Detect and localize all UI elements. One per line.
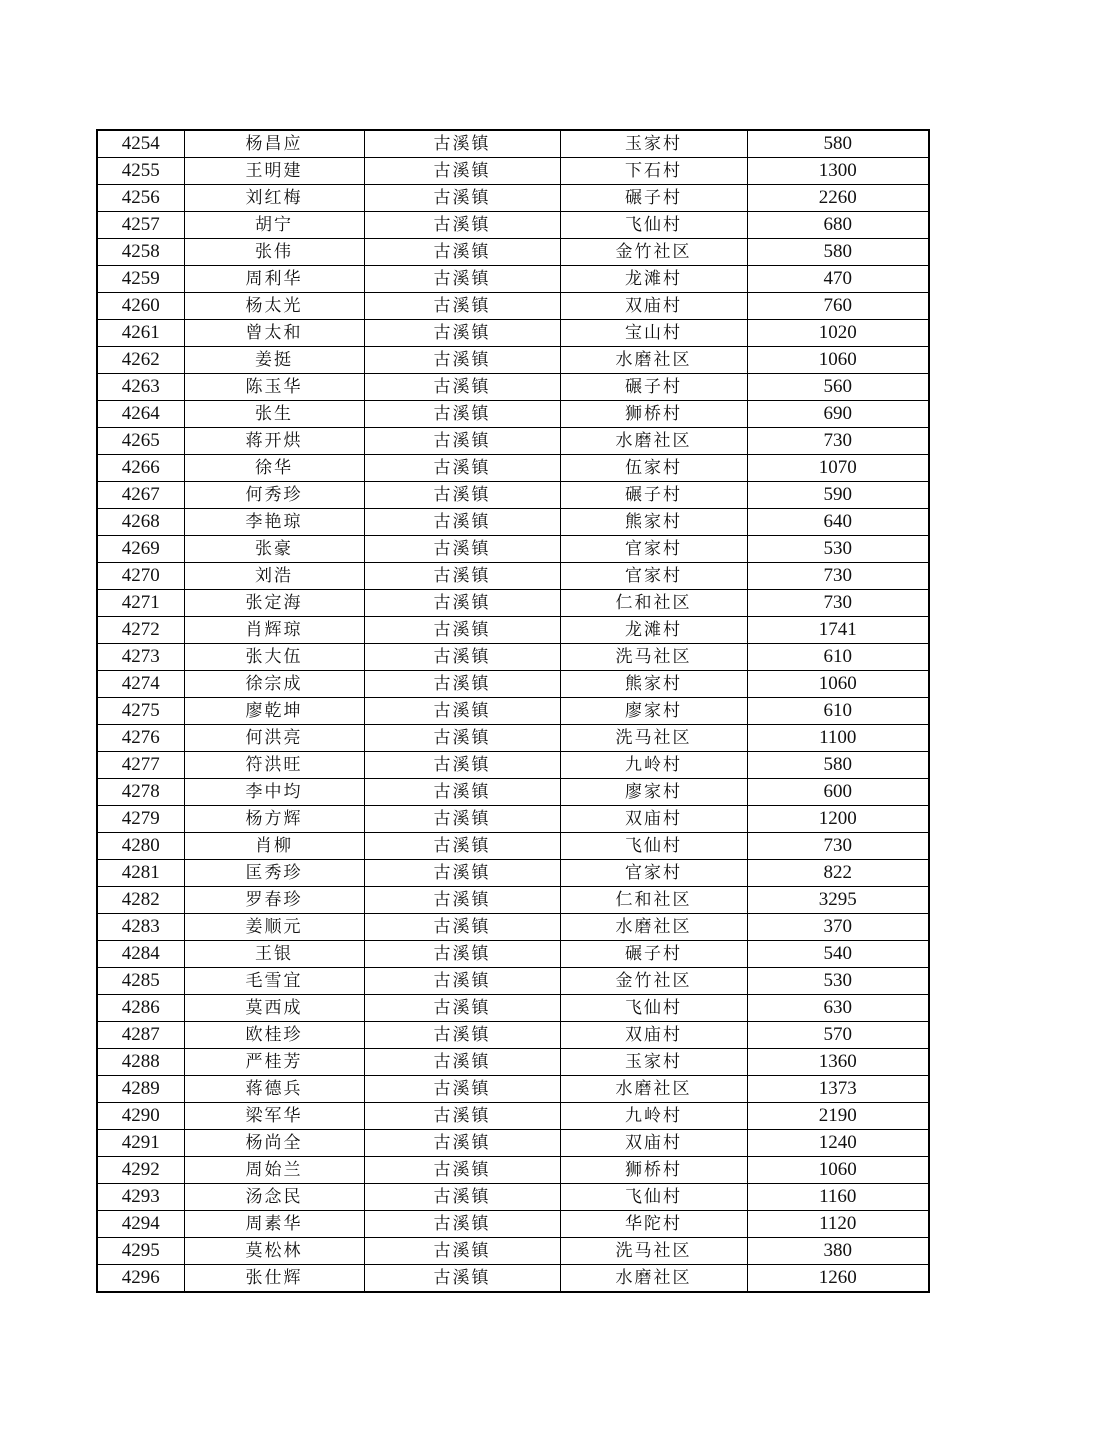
- village-cell: 廖家村: [560, 779, 747, 806]
- table-row: [97, 779, 929, 806]
- table-row: [97, 1184, 929, 1211]
- amount-cell: 580: [747, 752, 929, 779]
- amount-cell: 1120: [747, 1211, 929, 1238]
- amount-cell: 560: [747, 374, 929, 401]
- row-number-cell: 4254: [97, 130, 184, 158]
- row-number-cell: 4296: [97, 1265, 184, 1293]
- village-cell: 飞仙村: [560, 212, 747, 239]
- amount-cell: 760: [747, 293, 929, 320]
- village-cell: 洗马社区: [560, 644, 747, 671]
- row-number-cell: 4286: [97, 995, 184, 1022]
- person-name-cell: 王银: [184, 941, 364, 968]
- table-row: [97, 212, 929, 239]
- table-row: [97, 428, 929, 455]
- table-row: [97, 1076, 929, 1103]
- row-number-cell: 4287: [97, 1022, 184, 1049]
- amount-cell: 1070: [747, 455, 929, 482]
- row-number-cell: 4256: [97, 185, 184, 212]
- amount-cell: 2190: [747, 1103, 929, 1130]
- village-cell: 华陀村: [560, 1211, 747, 1238]
- table-row: [97, 455, 929, 482]
- person-name-cell: 张大伍: [184, 644, 364, 671]
- row-number-cell: 4271: [97, 590, 184, 617]
- village-cell: 飞仙村: [560, 1184, 747, 1211]
- person-name-cell: 周素华: [184, 1211, 364, 1238]
- row-number-cell: 4292: [97, 1157, 184, 1184]
- row-number-cell: 4281: [97, 860, 184, 887]
- town-cell: 古溪镇: [364, 482, 560, 509]
- table-row: [97, 1157, 929, 1184]
- amount-cell: 730: [747, 590, 929, 617]
- amount-cell: 1260: [747, 1265, 929, 1293]
- person-name-cell: 廖乾坤: [184, 698, 364, 725]
- town-cell: 古溪镇: [364, 1184, 560, 1211]
- amount-cell: 540: [747, 941, 929, 968]
- person-name-cell: 王明建: [184, 158, 364, 185]
- row-number-cell: 4293: [97, 1184, 184, 1211]
- row-number-cell: 4255: [97, 158, 184, 185]
- village-cell: 下石村: [560, 158, 747, 185]
- table-row: [97, 887, 929, 914]
- person-name-cell: 符洪旺: [184, 752, 364, 779]
- amount-cell: 370: [747, 914, 929, 941]
- person-name-cell: 杨尚全: [184, 1130, 364, 1157]
- village-cell: 碾子村: [560, 374, 747, 401]
- town-cell: 古溪镇: [364, 995, 560, 1022]
- table-row: [97, 347, 929, 374]
- table-body: [97, 130, 929, 1292]
- data-table: [96, 129, 930, 1293]
- village-cell: 水磨社区: [560, 914, 747, 941]
- row-number-cell: 4290: [97, 1103, 184, 1130]
- table-row: [97, 293, 929, 320]
- row-number-cell: 4283: [97, 914, 184, 941]
- table-row: [97, 698, 929, 725]
- town-cell: 古溪镇: [364, 617, 560, 644]
- table-row: [97, 401, 929, 428]
- town-cell: 古溪镇: [364, 725, 560, 752]
- person-name-cell: 罗春珍: [184, 887, 364, 914]
- row-number-cell: 4257: [97, 212, 184, 239]
- table-row: [97, 266, 929, 293]
- row-number-cell: 4264: [97, 401, 184, 428]
- village-cell: 双庙村: [560, 293, 747, 320]
- village-cell: 飞仙村: [560, 833, 747, 860]
- village-cell: 洗马社区: [560, 725, 747, 752]
- table-row: [97, 1238, 929, 1265]
- row-number-cell: 4260: [97, 293, 184, 320]
- person-name-cell: 刘浩: [184, 563, 364, 590]
- town-cell: 古溪镇: [364, 941, 560, 968]
- amount-cell: 610: [747, 698, 929, 725]
- table-row: [97, 130, 929, 158]
- row-number-cell: 4259: [97, 266, 184, 293]
- town-cell: 古溪镇: [364, 752, 560, 779]
- row-number-cell: 4279: [97, 806, 184, 833]
- town-cell: 古溪镇: [364, 1076, 560, 1103]
- amount-cell: 1060: [747, 347, 929, 374]
- village-cell: 金竹社区: [560, 239, 747, 266]
- town-cell: 古溪镇: [364, 239, 560, 266]
- person-name-cell: 莫西成: [184, 995, 364, 1022]
- row-number-cell: 4274: [97, 671, 184, 698]
- village-cell: 碾子村: [560, 185, 747, 212]
- row-number-cell: 4276: [97, 725, 184, 752]
- village-cell: 双庙村: [560, 1022, 747, 1049]
- town-cell: 古溪镇: [364, 887, 560, 914]
- village-cell: 飞仙村: [560, 995, 747, 1022]
- amount-cell: 1741: [747, 617, 929, 644]
- town-cell: 古溪镇: [364, 266, 560, 293]
- person-name-cell: 匡秀珍: [184, 860, 364, 887]
- table-row: [97, 941, 929, 968]
- amount-cell: 590: [747, 482, 929, 509]
- table-row: [97, 374, 929, 401]
- table-row: [97, 671, 929, 698]
- person-name-cell: 梁军华: [184, 1103, 364, 1130]
- person-name-cell: 何洪亮: [184, 725, 364, 752]
- row-number-cell: 4267: [97, 482, 184, 509]
- row-number-cell: 4261: [97, 320, 184, 347]
- town-cell: 古溪镇: [364, 833, 560, 860]
- row-number-cell: 4282: [97, 887, 184, 914]
- amount-cell: 580: [747, 239, 929, 266]
- table-row: [97, 833, 929, 860]
- person-name-cell: 肖柳: [184, 833, 364, 860]
- town-cell: 古溪镇: [364, 455, 560, 482]
- amount-cell: 680: [747, 212, 929, 239]
- row-number-cell: 4278: [97, 779, 184, 806]
- table-row: [97, 482, 929, 509]
- village-cell: 熊家村: [560, 509, 747, 536]
- amount-cell: 730: [747, 428, 929, 455]
- person-name-cell: 李艳琼: [184, 509, 364, 536]
- table-row: [97, 590, 929, 617]
- town-cell: 古溪镇: [364, 347, 560, 374]
- town-cell: 古溪镇: [364, 293, 560, 320]
- amount-cell: 1100: [747, 725, 929, 752]
- town-cell: 古溪镇: [364, 968, 560, 995]
- person-name-cell: 徐宗成: [184, 671, 364, 698]
- village-cell: 官家村: [560, 563, 747, 590]
- table-row: [97, 563, 929, 590]
- row-number-cell: 4263: [97, 374, 184, 401]
- amount-cell: 1200: [747, 806, 929, 833]
- row-number-cell: 4269: [97, 536, 184, 563]
- village-cell: 碾子村: [560, 482, 747, 509]
- table-row: [97, 617, 929, 644]
- table-row: [97, 239, 929, 266]
- town-cell: 古溪镇: [364, 428, 560, 455]
- row-number-cell: 4268: [97, 509, 184, 536]
- amount-cell: 1300: [747, 158, 929, 185]
- amount-cell: 530: [747, 536, 929, 563]
- town-cell: 古溪镇: [364, 1130, 560, 1157]
- town-cell: 古溪镇: [364, 185, 560, 212]
- town-cell: 古溪镇: [364, 1022, 560, 1049]
- town-cell: 古溪镇: [364, 1049, 560, 1076]
- amount-cell: 580: [747, 130, 929, 158]
- table-row: [97, 320, 929, 347]
- town-cell: 古溪镇: [364, 671, 560, 698]
- village-cell: 洗马社区: [560, 1238, 747, 1265]
- amount-cell: 530: [747, 968, 929, 995]
- row-number-cell: 4285: [97, 968, 184, 995]
- town-cell: 古溪镇: [364, 320, 560, 347]
- person-name-cell: 肖辉琼: [184, 617, 364, 644]
- town-cell: 古溪镇: [364, 509, 560, 536]
- row-number-cell: 4275: [97, 698, 184, 725]
- amount-cell: 380: [747, 1238, 929, 1265]
- person-name-cell: 蒋德兵: [184, 1076, 364, 1103]
- town-cell: 古溪镇: [364, 860, 560, 887]
- person-name-cell: 姜顺元: [184, 914, 364, 941]
- row-number-cell: 4280: [97, 833, 184, 860]
- table-row: [97, 509, 929, 536]
- village-cell: 龙滩村: [560, 617, 747, 644]
- amount-cell: 1020: [747, 320, 929, 347]
- table-row: [97, 725, 929, 752]
- village-cell: 九岭村: [560, 752, 747, 779]
- amount-cell: 600: [747, 779, 929, 806]
- amount-cell: 1160: [747, 1184, 929, 1211]
- town-cell: 古溪镇: [364, 563, 560, 590]
- table-row: [97, 1103, 929, 1130]
- row-number-cell: 4270: [97, 563, 184, 590]
- amount-cell: 730: [747, 563, 929, 590]
- person-name-cell: 欧桂珍: [184, 1022, 364, 1049]
- table-row: [97, 914, 929, 941]
- table-row: [97, 860, 929, 887]
- amount-cell: 630: [747, 995, 929, 1022]
- person-name-cell: 杨太光: [184, 293, 364, 320]
- town-cell: 古溪镇: [364, 401, 560, 428]
- village-cell: 水磨社区: [560, 1265, 747, 1293]
- amount-cell: 610: [747, 644, 929, 671]
- village-cell: 官家村: [560, 860, 747, 887]
- person-name-cell: 陈玉华: [184, 374, 364, 401]
- amount-cell: 470: [747, 266, 929, 293]
- amount-cell: 1060: [747, 671, 929, 698]
- amount-cell: 730: [747, 833, 929, 860]
- row-number-cell: 4277: [97, 752, 184, 779]
- village-cell: 双庙村: [560, 1130, 747, 1157]
- table-row: [97, 644, 929, 671]
- person-name-cell: 蒋开烘: [184, 428, 364, 455]
- person-name-cell: 张伟: [184, 239, 364, 266]
- row-number-cell: 4294: [97, 1211, 184, 1238]
- town-cell: 古溪镇: [364, 644, 560, 671]
- table-row: [97, 1265, 929, 1293]
- row-number-cell: 4291: [97, 1130, 184, 1157]
- person-name-cell: 周利华: [184, 266, 364, 293]
- town-cell: 古溪镇: [364, 1157, 560, 1184]
- table-row: [97, 536, 929, 563]
- village-cell: 仁和社区: [560, 590, 747, 617]
- amount-cell: 640: [747, 509, 929, 536]
- amount-cell: 3295: [747, 887, 929, 914]
- village-cell: 水磨社区: [560, 428, 747, 455]
- amount-cell: 2260: [747, 185, 929, 212]
- village-cell: 玉家村: [560, 1049, 747, 1076]
- amount-cell: 1060: [747, 1157, 929, 1184]
- village-cell: 九岭村: [560, 1103, 747, 1130]
- amount-cell: 570: [747, 1022, 929, 1049]
- person-name-cell: 莫松林: [184, 1238, 364, 1265]
- person-name-cell: 严桂芳: [184, 1049, 364, 1076]
- town-cell: 古溪镇: [364, 1265, 560, 1293]
- row-number-cell: 4272: [97, 617, 184, 644]
- table-row: [97, 752, 929, 779]
- table-row: [97, 1130, 929, 1157]
- amount-cell: 1360: [747, 1049, 929, 1076]
- row-number-cell: 4265: [97, 428, 184, 455]
- village-cell: 水磨社区: [560, 1076, 747, 1103]
- village-cell: 双庙村: [560, 806, 747, 833]
- table-row: [97, 995, 929, 1022]
- amount-cell: 1373: [747, 1076, 929, 1103]
- row-number-cell: 4273: [97, 644, 184, 671]
- amount-cell: 822: [747, 860, 929, 887]
- table-row: [97, 158, 929, 185]
- row-number-cell: 4258: [97, 239, 184, 266]
- row-number-cell: 4288: [97, 1049, 184, 1076]
- table-row: [97, 1211, 929, 1238]
- table-row: [97, 806, 929, 833]
- person-name-cell: 李中均: [184, 779, 364, 806]
- town-cell: 古溪镇: [364, 374, 560, 401]
- person-name-cell: 何秀珍: [184, 482, 364, 509]
- town-cell: 古溪镇: [364, 1211, 560, 1238]
- row-number-cell: 4289: [97, 1076, 184, 1103]
- village-cell: 水磨社区: [560, 347, 747, 374]
- village-cell: 仁和社区: [560, 887, 747, 914]
- person-name-cell: 张定海: [184, 590, 364, 617]
- person-name-cell: 杨方辉: [184, 806, 364, 833]
- town-cell: 古溪镇: [364, 158, 560, 185]
- person-name-cell: 张仕辉: [184, 1265, 364, 1293]
- village-cell: 龙滩村: [560, 266, 747, 293]
- row-number-cell: 4295: [97, 1238, 184, 1265]
- person-name-cell: 曾太和: [184, 320, 364, 347]
- person-name-cell: 张豪: [184, 536, 364, 563]
- town-cell: 古溪镇: [364, 914, 560, 941]
- table-row: [97, 1049, 929, 1076]
- row-number-cell: 4262: [97, 347, 184, 374]
- village-cell: 碾子村: [560, 941, 747, 968]
- person-name-cell: 汤念民: [184, 1184, 364, 1211]
- table-row: [97, 1022, 929, 1049]
- village-cell: 宝山村: [560, 320, 747, 347]
- person-name-cell: 刘红梅: [184, 185, 364, 212]
- town-cell: 古溪镇: [364, 536, 560, 563]
- person-name-cell: 毛雪宜: [184, 968, 364, 995]
- town-cell: 古溪镇: [364, 590, 560, 617]
- village-cell: 金竹社区: [560, 968, 747, 995]
- town-cell: 古溪镇: [364, 130, 560, 158]
- town-cell: 古溪镇: [364, 212, 560, 239]
- person-name-cell: 姜挺: [184, 347, 364, 374]
- town-cell: 古溪镇: [364, 779, 560, 806]
- person-name-cell: 徐华: [184, 455, 364, 482]
- person-name-cell: 胡宁: [184, 212, 364, 239]
- row-number-cell: 4284: [97, 941, 184, 968]
- village-cell: 廖家村: [560, 698, 747, 725]
- town-cell: 古溪镇: [364, 1103, 560, 1130]
- table-row: [97, 185, 929, 212]
- amount-cell: 690: [747, 401, 929, 428]
- row-number-cell: 4266: [97, 455, 184, 482]
- village-cell: 伍家村: [560, 455, 747, 482]
- person-name-cell: 张生: [184, 401, 364, 428]
- village-cell: 狮桥村: [560, 401, 747, 428]
- town-cell: 古溪镇: [364, 698, 560, 725]
- person-name-cell: 杨昌应: [184, 130, 364, 158]
- village-cell: 狮桥村: [560, 1157, 747, 1184]
- person-name-cell: 周始兰: [184, 1157, 364, 1184]
- town-cell: 古溪镇: [364, 1238, 560, 1265]
- town-cell: 古溪镇: [364, 806, 560, 833]
- village-cell: 玉家村: [560, 130, 747, 158]
- village-cell: 官家村: [560, 536, 747, 563]
- village-cell: 熊家村: [560, 671, 747, 698]
- table-row: [97, 968, 929, 995]
- amount-cell: 1240: [747, 1130, 929, 1157]
